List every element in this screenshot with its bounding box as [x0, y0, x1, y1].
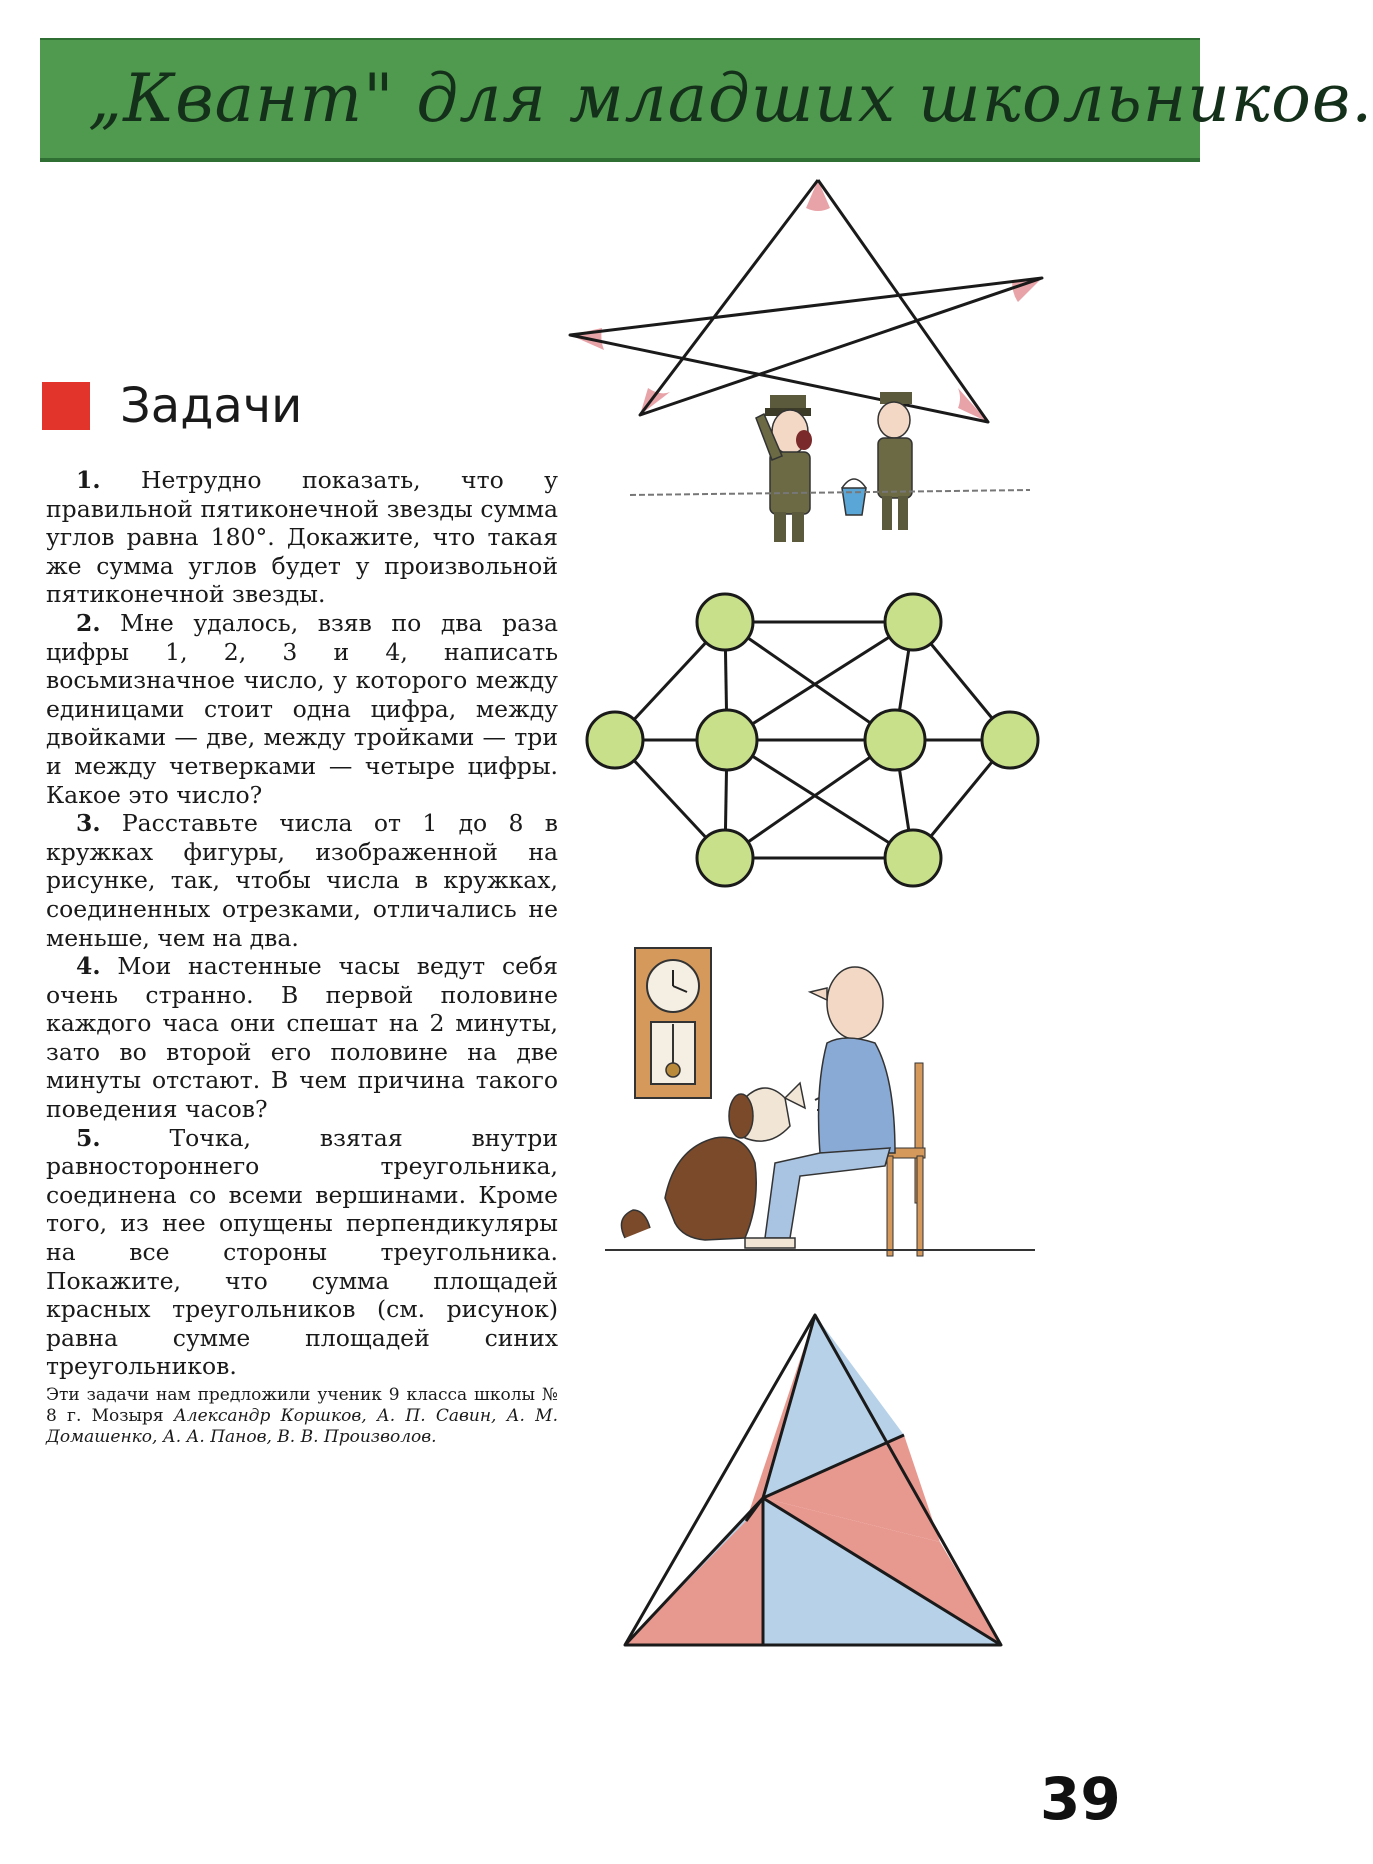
section-title: Задачи — [120, 378, 303, 434]
problem-text: Расставьте числа от 1 до 8 в кружках фигуры, изображенной на рисунке, так, чтобы числа в кружках, соединенных отрезками, отличались не меньше, чем на два. — [46, 809, 558, 952]
section-marker-icon — [42, 382, 90, 430]
credits-lead: Эти задачи нам предложили ученик 9 класса школы № 8 г. Мозыря — [46, 1385, 558, 1426]
problem-number: 5. — [76, 1123, 101, 1152]
problem-number: 1. — [76, 466, 101, 494]
problem-4 — [46, 952, 558, 1124]
circle-graph-illustration — [575, 580, 1045, 900]
credits — [46, 1385, 558, 1448]
ground-line — [630, 490, 1030, 495]
problem-number: 2. — [76, 608, 101, 637]
problem-1 — [46, 466, 558, 609]
problem-3 — [46, 809, 558, 952]
problem-text: Мои настенные часы ведут себя очень странно. В первой половине каждого часа они спешат на 2 минуты, зато во второй его половине на две минуты отстают. В чем причина такого поведения часов? — [46, 952, 558, 1124]
problem-text: Нетрудно показать, что у правильной пятиконечной звезды сумма углов равна 180°. Докажите, что такая же сумма углов будет у произвольной пятиконечной звезды. — [46, 466, 558, 609]
triangle-diagram — [615, 1305, 1025, 1655]
problem-text: Мне удалось, взяв по два раза цифры 1, 2, 3 и 4, написать восьмизначное число, у которого между единицами стоит одна цифра, между двойками — две, между тройками — три и между четверками — четыре цифры. Какое это число? — [46, 608, 558, 809]
triangle-regions — [625, 1315, 1001, 1645]
problem-5 — [46, 1124, 558, 1381]
bucket-icon — [842, 488, 866, 515]
problem-list — [46, 466, 558, 1381]
clock-dog-man-illustration — [595, 948, 1045, 1258]
problem-text: Точка, взятая внутри равностороннего треугольника, соединена со всеми вершинами. Кроме того, из нее опущены перпендикуляры на все стороны треугольника. Покажите, что сумма площадей красных треугольников (см. рисунок) равна сумме площадей синих треугольников. — [46, 1123, 558, 1381]
pentagram-star-illustration — [560, 170, 1050, 540]
wall-clock-illustration — [635, 948, 711, 1098]
page-number: 39 — [1040, 1765, 1121, 1833]
section-heading — [42, 378, 302, 434]
credits-names: Александр Коршков, А. П. Савин, А. М. Домашенко, А. А. Панов, В. В. Произволов. — [46, 1406, 558, 1447]
header-banner — [40, 38, 1373, 162]
graph-edges — [615, 622, 1010, 858]
soldiers-illustration — [756, 392, 912, 542]
header-title: „Квант" для младших школьников. — [88, 60, 1373, 137]
problem-2 — [46, 609, 558, 809]
problem-number: 3. — [76, 809, 101, 838]
star-outline — [570, 180, 1042, 422]
problem-number: 4. — [76, 952, 101, 981]
